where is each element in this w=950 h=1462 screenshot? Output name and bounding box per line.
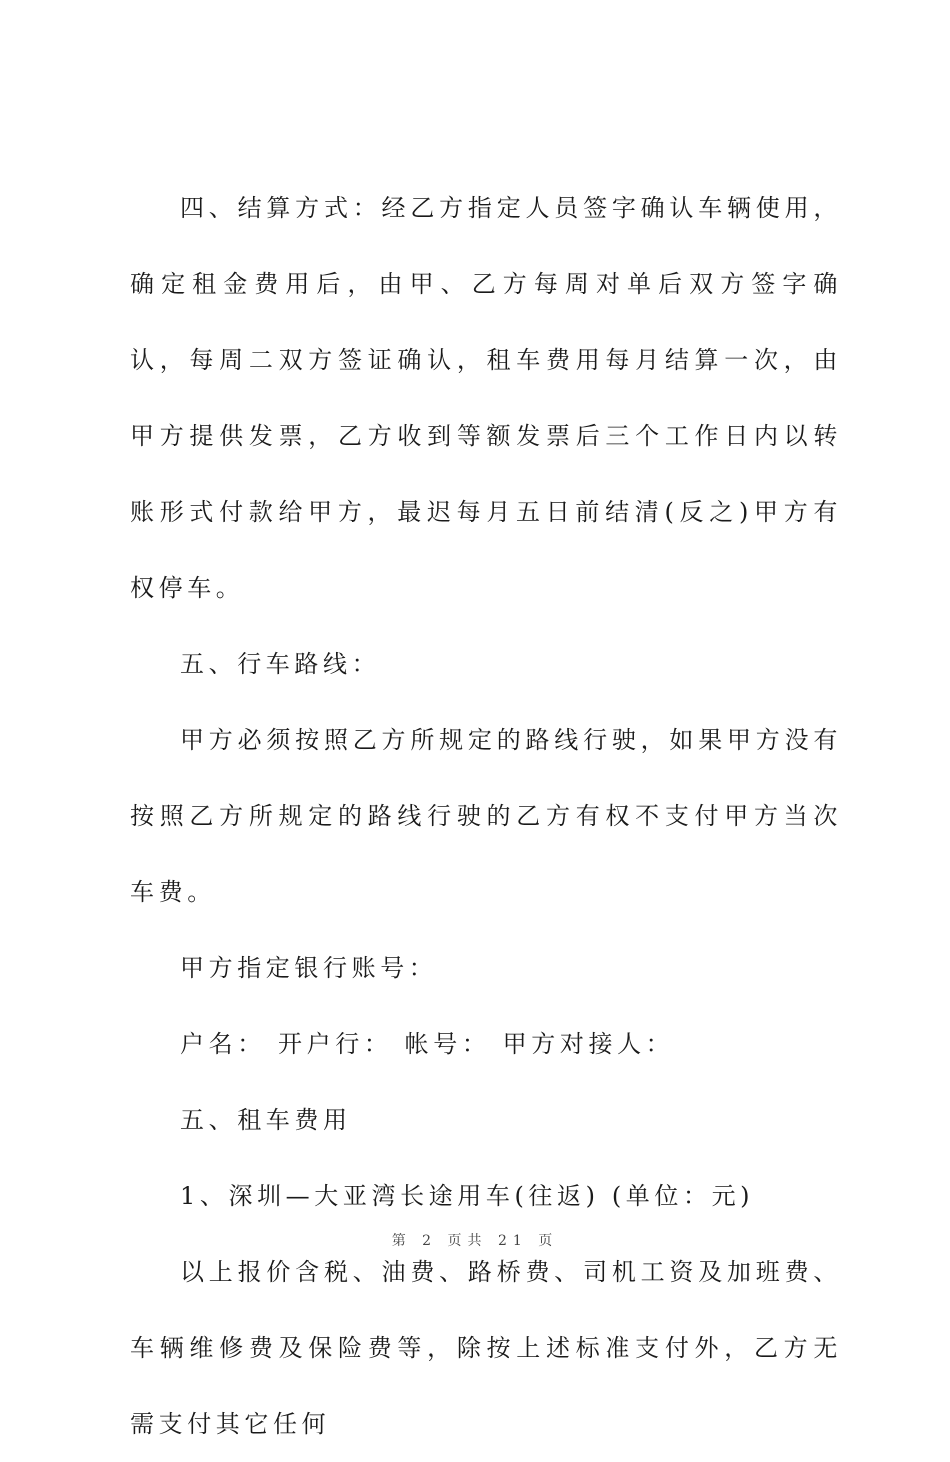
paragraph-rental-fee-heading: 五、租车费用 (180, 1106, 352, 1134)
paragraph-price-includes: 以上报价含税、油费、路桥费、司机工资及加班费、车辆维修费及保险费等，除按上述标准支付外，乙方无需支付其它任何 (130, 1258, 842, 1438)
paragraph-long-distance-item: 1、深圳—大亚湾长途用车(往返) (单位：元) (180, 1182, 755, 1210)
paragraph-settlement-method: 四、结算方式：经乙方指定人员签字确认车辆使用，确定租金费用后，由甲、乙方每周对单后双方签字确认，每周二双方签证确认，租车费用每月结算一次，由甲方提供发票，乙方收到等额发票后三个工作日内以转账形式付款给甲方，最迟每月五日前结清(反之)甲方有权停车。 (130, 194, 842, 602)
document-body (130, 170, 842, 1462)
paragraph-bank-account-fields: 户名： 开户行： 帐号： 甲方对接人： (180, 1030, 675, 1058)
paragraph-route-heading: 五、行车路线： (180, 650, 381, 678)
paragraph-bank-account-heading: 甲方指定银行账号： (180, 954, 438, 982)
page-footer: 第 2 页共 21 页 (391, 1233, 559, 1249)
paragraph-route-rule: 甲方必须按照乙方所规定的路线行驶，如果甲方没有按照乙方所规定的路线行驶的乙方有权不支付甲方当次车费。 (130, 726, 842, 906)
